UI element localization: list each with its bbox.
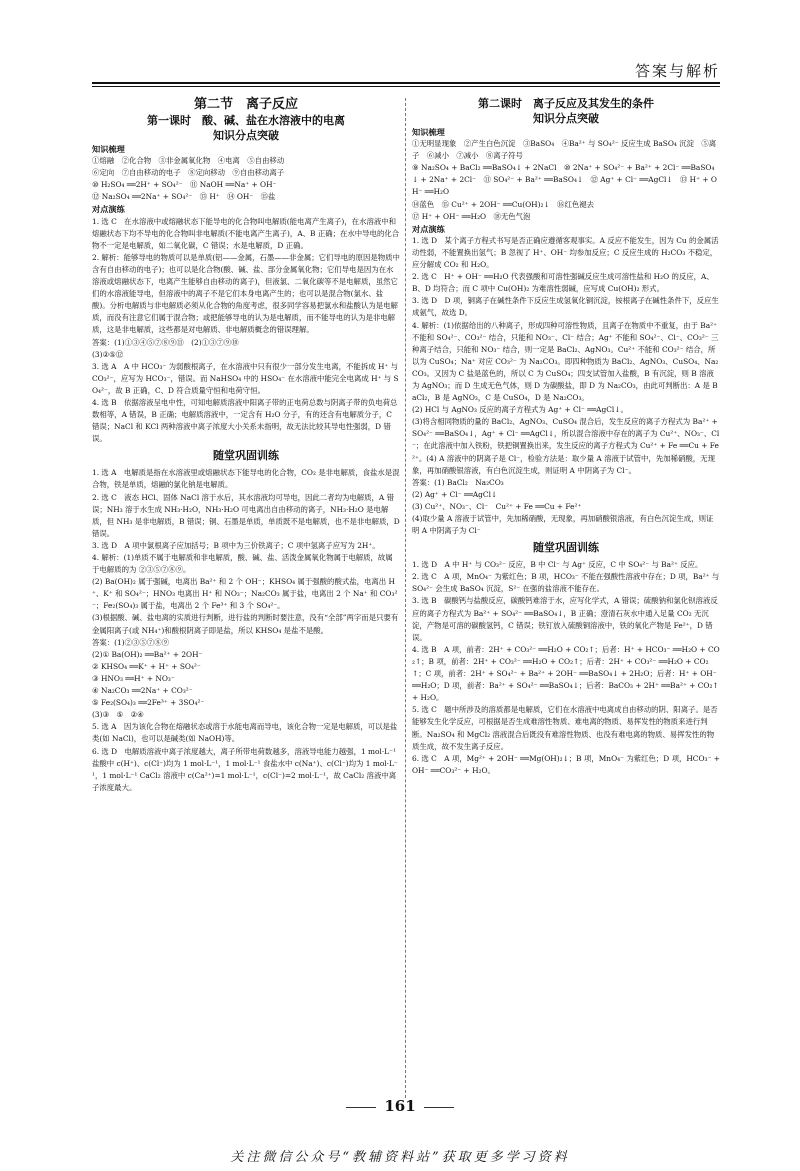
left-column xyxy=(92,96,400,1096)
subsection-title: 随堂巩固训练 xyxy=(213,449,279,463)
text-line: ①熔融 ②化合物 ③非金属氧化物 ④电离 ⑤自由移动 xyxy=(92,156,285,166)
text-line: 4. 解析：(1)单质不属于电解质和非电解质，酸、碱、盐、活泼金属氧化物属于电解质，故属于电解质的为 ②③⑤⑦⑧⑨。 xyxy=(92,553,393,575)
text-line: ⑭蓝色 ⑮ Cu²⁺ + 2OH⁻ ══Cu(OH)₂↓ ⑯红色褪去 xyxy=(412,199,595,209)
text-line: ⑤ Fe₂(SO₄)₃ ══2Fe³⁺ + 3SO₄²⁻ xyxy=(92,698,205,708)
text-line: ⑩ H₂SO₄ ══2H⁺ + SO₄²⁻ ⑪ NaOH ══Na⁺ + OH⁻ xyxy=(92,180,277,190)
text-line: (3)根据酸、碱、盐电离的实质进行判断，进行盐的判断时要注意，没有“全部”两字而是只要有金属阳离子(或 NH₄⁺)和酸根阴离子即是盐，所以 KHSO₄ 是盐不是酸。 xyxy=(92,613,399,635)
text-line: (2) HCl 与 AgNO₃ 反应的离子方程式为 Ag⁺ + Cl⁻ ══AgCl↓。 xyxy=(412,405,628,415)
text-line: ③ HNO₃ ══H⁺ + NO₃⁻ xyxy=(92,673,175,683)
text-line: (3)③ ⑤ ②④ xyxy=(92,710,144,720)
text-line: ⑰ H⁺ + OH⁻ ══H₂O ⑱无色气泡 xyxy=(412,211,531,221)
lesson-title-right: 第二课时 离子反应及其发生的条件 xyxy=(478,97,654,110)
section-title: 第二节 离子反应 xyxy=(193,97,298,112)
page-number-row xyxy=(0,1097,800,1115)
column-divider xyxy=(405,98,406,1098)
text-line: ⑥定向 ⑦自由移动的电子 ⑧定向移动 ⑨自由移动离子 xyxy=(92,168,285,178)
header-rule xyxy=(92,82,720,84)
section-heading: 对点演练 xyxy=(92,204,125,215)
text-line: ② KHSO₄ ══K⁺ + H⁺ + SO₄²⁻ xyxy=(92,661,201,671)
text-line: 6. 选 D 电解质溶液中离子浓度越大，离子所带电荷数越多，溶液导电能力越强，1 mol·L⁻¹ 盐酸中 c(H⁺)、c(Cl⁻)均为 1 mol·L⁻¹，1 mol·L⁻¹ 食盐水中 c(Na⁺)、c(Cl⁻)均为 1 mol·L⁻¹，1 mol·L⁻¹ CaCl₂ 溶液中 c(Ca²⁺)=1 mol·L⁻¹，c(Cl⁻)=2 mol·L⁻¹，故 CaCl₂ 溶液中离子浓度最大。 xyxy=(92,746,398,792)
text-line: 4. 解析：(1)依据给出的八种离子，形成四种可溶性物质，且离子在物质中不重复，由于 Ba²⁺ 不能和 SO₄²⁻、CO₃²⁻ 结合，只能和 NO₃⁻、Cl⁻ 结合；Ag⁺ 不能和 SO₄²⁻、Cl⁻、CO₃²⁻ 三种离子结合，只能和 NO₃⁻ 结合，则一定是 BaCl₂、AgNO₃。Cu²⁺ 不能和 CO₃²⁻ 结合，所以为 CuSO₄；Na⁺ 对应 CO₃²⁻ 为 Na₂CO₃。即四种物质为 BaCl₂、AgNO₃、CuSO₄、Na₂CO₃。又因为 C 盐是蓝色的，所以 C 为 CuSO₄；四支试管加入盐酸，B 有沉淀，则 B 溶液为 AgNO₃；而 D 生成无色气体，则 D 为碳酸盐，即 D 为 Na₂CO₃，由此可判断出：A 是 BaCl₂，B 是 AgNO₃，C 是 CuSO₄，D 是 Na₂CO₃。 xyxy=(412,320,719,403)
section-heading: 知识梳理 xyxy=(92,144,125,154)
left-body xyxy=(92,143,400,794)
text-line: 4. 选 B 依据溶液呈电中性，可知电解质溶液中阳离子带的正电荷总数与阴离子带的负电荷总数相等，A 错误，B 正确；电解质溶液中，一定含有 H₂O 分子，有的还含有电解质分子，C 错误；NaCl 和 KCl 两种溶液中离子浓度大小关系未指明，故无法比较其导电性强弱，D 错误。 xyxy=(92,397,398,444)
text-line: ④ Na₂CO₃ ══2Na⁺ + CO₃²⁻ xyxy=(92,686,193,696)
text-line: ⑨ Na₂SO₄ + BaCl₂ ══BaSO₄↓ + 2NaCl ⑩ 2Na⁺ + SO₄²⁻ + Ba²⁺ + 2Cl⁻ ══BaSO₄↓ + 2Na⁺ + 2Cl⁻ ⑪ SO₄²⁻ + Ba²⁺ ══BaSO₄↓ ⑫ Ag⁺ + Cl⁻ ══AgCl↓ ⑬ H⁺ + OH⁻ ══H₂O xyxy=(412,163,717,197)
text-line: 5. 选 C 题中所涉及的溶质都是电解质，它们在水溶液中电离成自由移动的阴、阳离子。是否能够发生化学反应，可根据是否生成难溶性物质、难电离的物质、易挥发性的物质来进行判断。Na₂SO₄ 和 MgCl₂ 溶液混合后既没有难溶性物质、也没有难电离的物质、易挥发性的物质生成，故不发生离子反应。 xyxy=(412,705,718,751)
text-line: 6. 选 C A 项，Mg²⁺ + 2OH⁻ ══Mg(OH)₂↓；B 项，MnO₄⁻ 为紫红色；D 项，HCO₃⁻ + OH⁻ ══CO₃²⁻ + H₂O。 xyxy=(412,753,720,775)
text-line: 2. 解析：能够导电的物质可以是单质(铝——金属，石墨——非金属；它们导电的原因是物质中含有自由移动的电子)；也可以是化合物(酸、碱、盐、部分金属氧化物；它们导电是因为在水溶液或熔融状态下，电离产生能够自由移动的离子)，但液氯、二氧化碳等不是电解质，虽然它们的水溶液能导电，但溶液中的离子不是它们本身电离产生的；也可以是混合物(氯水、盐酸)。分析电解质与非电解质必须从化合物的角度考虑，很多同学容易把氯水和盐酸认为是电解质，而没有注意它们属于混合物；或把能够导电的认为是电解质，而不能导电的认为是非电解质，这是非电解质，这些都是对电解质、非电解质概念的错误理解。 xyxy=(92,252,400,335)
section-heading: 对点演练 xyxy=(412,223,445,234)
text-line: 答案：(1)②③⑤⑦⑧⑨ xyxy=(92,637,169,647)
footer-note: 关注微信公众号“教辅资料站”获取更多学习资料 xyxy=(230,1150,570,1165)
focus-title-left: 知识分点突破 xyxy=(213,129,279,142)
text-line: ⑫ Na₂SO₄ ══2Na⁺ + SO₄²⁻ ⑬ H⁺ ⑭ OH⁻ ⑮盐 xyxy=(92,192,276,202)
text-line: 3. 选 B 碳酸钙与盐酸反应，碳酸钙难溶于水，应写化学式，A 错误；硫酸钠和氯化钡溶液反应的离子方程式为 Ba²⁺ + SO₄²⁻ ══BaSO₄↓，B 正确；澄清石灰水中通入足量 CO₂ 无沉淀，产物是可溶的碳酸氢钙，C 错误；铁钉放入硫酸铜溶液中，铁的氧化产物是 Fe²⁺，D 错误。 xyxy=(412,596,718,642)
section-heading: 知识梳理 xyxy=(412,127,445,137)
text-line: 3. 选 D A 项中氯根离子应加括号；B 项中为三价铁离子；C 项中氢离子应写为 2H⁺。 xyxy=(92,540,380,550)
text-line: 5. 选 A 因为该化合物在熔融状态或溶于水能电离而导电，该化合物一定是电解质，可以是盐类(如 NaCl)，也可以是碱类(如 NaOH)等。 xyxy=(92,722,398,744)
header-rule-thin xyxy=(92,86,720,87)
text-line: (3) Cu²⁺、NO₃⁻、Cl⁻ Cu²⁺ + Fe ══Cu + Fe²⁺ xyxy=(412,501,582,511)
text-line: (2) Ag⁺ + Cl⁻ ══AgCl↓ xyxy=(412,489,498,499)
text-line: 1. 选 A 电解质是指在水溶液里或熔融状态下能导电的化合物，CO₂ 是非电解质，食盐水是混合物，铁是单质，熔融的氯化钠是电解质。 xyxy=(92,468,400,490)
text-line: 答案：(1)①③④⑤⑦⑧⑨⑪ (2)①③⑦⑨⑩ xyxy=(92,337,239,347)
header-title: 答案与解析 xyxy=(634,62,720,80)
text-line: 3. 选 D D 项，铜离子在碱性条件下反应生成氢氧化铜沉淀，铵根离子在碱性条件下，反应生成氨气，故选 D。 xyxy=(412,296,719,318)
text-line: 3. 选 A A 中 HCO₃⁻ 为弱酸根离子，在水溶液中只有很少一部分发生电离，不能拆成 H⁺ 与 CO₃²⁻，应写为 HCO₃⁻，错误。而 NaHSO₄ 中的 HSO₄⁻ 在水溶液中能完全电离成 H⁺ 与 SO₄²⁻，故 B 正确，C、D 符合质量守恒和电荷守恒。 xyxy=(92,361,399,395)
text-line: 2. 选 C 液态 HCl、固体 NaCl 溶于水后，其水溶液均可导电，因此二者均为电解质，A 错误；NH₃ 溶于水生成 NH₃·H₂O，NH₃·H₂O 可电离出自由移动的离子，NH₃·H₂O 是电解质，但 NH₃ 是非电解质，B 错误；铜、石墨是单质，单质既不是电解质，也不是非电解质，D 错误。 xyxy=(92,492,400,538)
subsection-title: 随堂巩固训练 xyxy=(533,541,599,555)
text-line: (2)① Ba(OH)₂ ══Ba²⁺ + 2OH⁻ xyxy=(92,649,203,659)
page-number: 161 xyxy=(384,1097,416,1115)
text-line: 4. 选 B A 项，前者：2H⁺ + CO₃²⁻ ══H₂O + CO₂↑；后者：H⁺ + HCO₃⁻ ══H₂O + CO₂↑；B 项，前者：2H⁺ + CO₃²⁻ ══H₂O + CO₂↑；后者：2H⁺ + CO₃²⁻ ══H₂O + CO₂↑；C 项，前者：2H⁺ + SO₄²⁻ + Ba²⁺ + 2OH⁻ ══BaSO₄↓ + 2H₂O；后者：H⁺ + OH⁻ ══H₂O；D 项，前者：Ba²⁺ + SO₄²⁻ ══BaSO₄↓；后者：BaCO₃ + 2H⁺ ══Ba²⁺ + CO₂↑ + H₂O。 xyxy=(412,644,720,703)
page-number-dash-right xyxy=(424,1107,454,1108)
right-body xyxy=(412,126,720,777)
text-line: (2) Ba(OH)₂ 属于强碱，电离出 Ba²⁺ 和 2 个 OH⁻；KHSO₄ 属于强酸的酸式盐，电离出 H⁺、K⁺ 和 SO₄²⁻；HNO₃ 电离出 H⁺ 和 NO₃⁻；Na₂CO₃ 属于盐，电离出 2 个 Na⁺ 和 CO₃²⁻；Fe₂(SO₄)₃ 属于盐，电离出 2 个 Fe³⁺ 和 3 个 SO₄²⁻。 xyxy=(92,577,398,611)
text-line: 2. 选 C A 项，MnO₄⁻ 为紫红色；B 项，HCO₃⁻ 不能在强酸性溶液中存在；D 项，Ba²⁺ 与 SO₄²⁻ 会生成 BaSO₄ 沉淀，S²⁻ 在强的盐溶液不能存在。 xyxy=(412,572,720,594)
lesson-title-left: 第一课时 酸、碱、盐在水溶液中的电离 xyxy=(147,114,345,127)
text-line: 1. 选 D A 中 H⁺ 与 CO₃²⁻ 反应，B 中 Cl⁻ 与 Ag⁺ 反应，C 中 SO₄²⁻ 与 Ba²⁺ 反应。 xyxy=(412,560,703,570)
text-line: ①无明显现象 ②产生白色沉淀 ③BaSO₄ ④Ba²⁺ 与 SO₄²⁻ 反应生成 BaSO₄ 沉淀 ⑤离子 ⑥减小 ⑦减小 ⑧离子符号 xyxy=(412,139,717,161)
text-line: (3)将含相同物质的量的 BaCl₂、AgNO₃、CuSO₄ 混合后，发生反应的离子方程式为 Ba²⁺ + SO₄²⁻ ══BaSO₄↓，Ag⁺ + Cl⁻ ══AgCl↓，所以混合溶液中存在的离子为 Cu²⁺、NO₃⁻、Cl⁻；在此溶液中加入铁粉，铁把铜置换出来，发生反应的离子方程式为 Cu²⁺ + Fe ══Cu + Fe²⁺。(4) A 溶液中的阴离子是 Cl⁻，检验方法是：取少量 A 溶液于试管中，先加稀硝酸，无现象，再加硝酸银溶液，有白色沉淀生成，则证明 A 中阴离子为 Cl⁻。 xyxy=(412,417,720,475)
text-line: 2. 选 C H⁺ + OH⁻ ══H₂O 代表强酸和可溶性强碱反应生成可溶性盐和 H₂O 的反应，A、B、D 均符合；而 C 项中 Cu(OH)₂ 为难溶性弱碱，应写成 Cu(OH)₂ 形式。 xyxy=(412,272,714,294)
text-line: 答案：(1) BaCl₂ Na₂CO₃ xyxy=(412,477,504,487)
right-column xyxy=(412,96,720,1096)
focus-title-right: 知识分点突破 xyxy=(533,112,599,125)
text-line: (3)②⑤⑫ xyxy=(92,349,124,359)
text-line: (4)取少量 A 溶液于试管中，先加稀硝酸，无现象，再加硝酸银溶液，有白色沉淀生成，则证明 A 中阴离子为 Cl⁻ xyxy=(412,514,714,536)
page-number-dash-left xyxy=(346,1107,376,1108)
text-line: 1. 选 D 某个离子方程式书写是否正确应遵循客观事实。A 反应不能发生，因为 Cu 的金属活动性弱，不能置换出氢气；B 忽视了 H⁺、OH⁻ 均参加反应；C 反应生成的 H₂CO₃ 不稳定，应分解成 CO₂ 和 H₂O。 xyxy=(412,235,719,270)
text-line: 1. 选 C 在水溶液中或熔融状态下能导电的化合物叫电解质(能电离产生离子)，在水溶液中和熔融状态下均不导电的化合物叫非电解质(不能电离产生离子)，A、B 正确；在水中导电的化合物不一定是电解质，如二氧化碳，C 错误；水是电解质，D 正确。 xyxy=(92,216,400,250)
